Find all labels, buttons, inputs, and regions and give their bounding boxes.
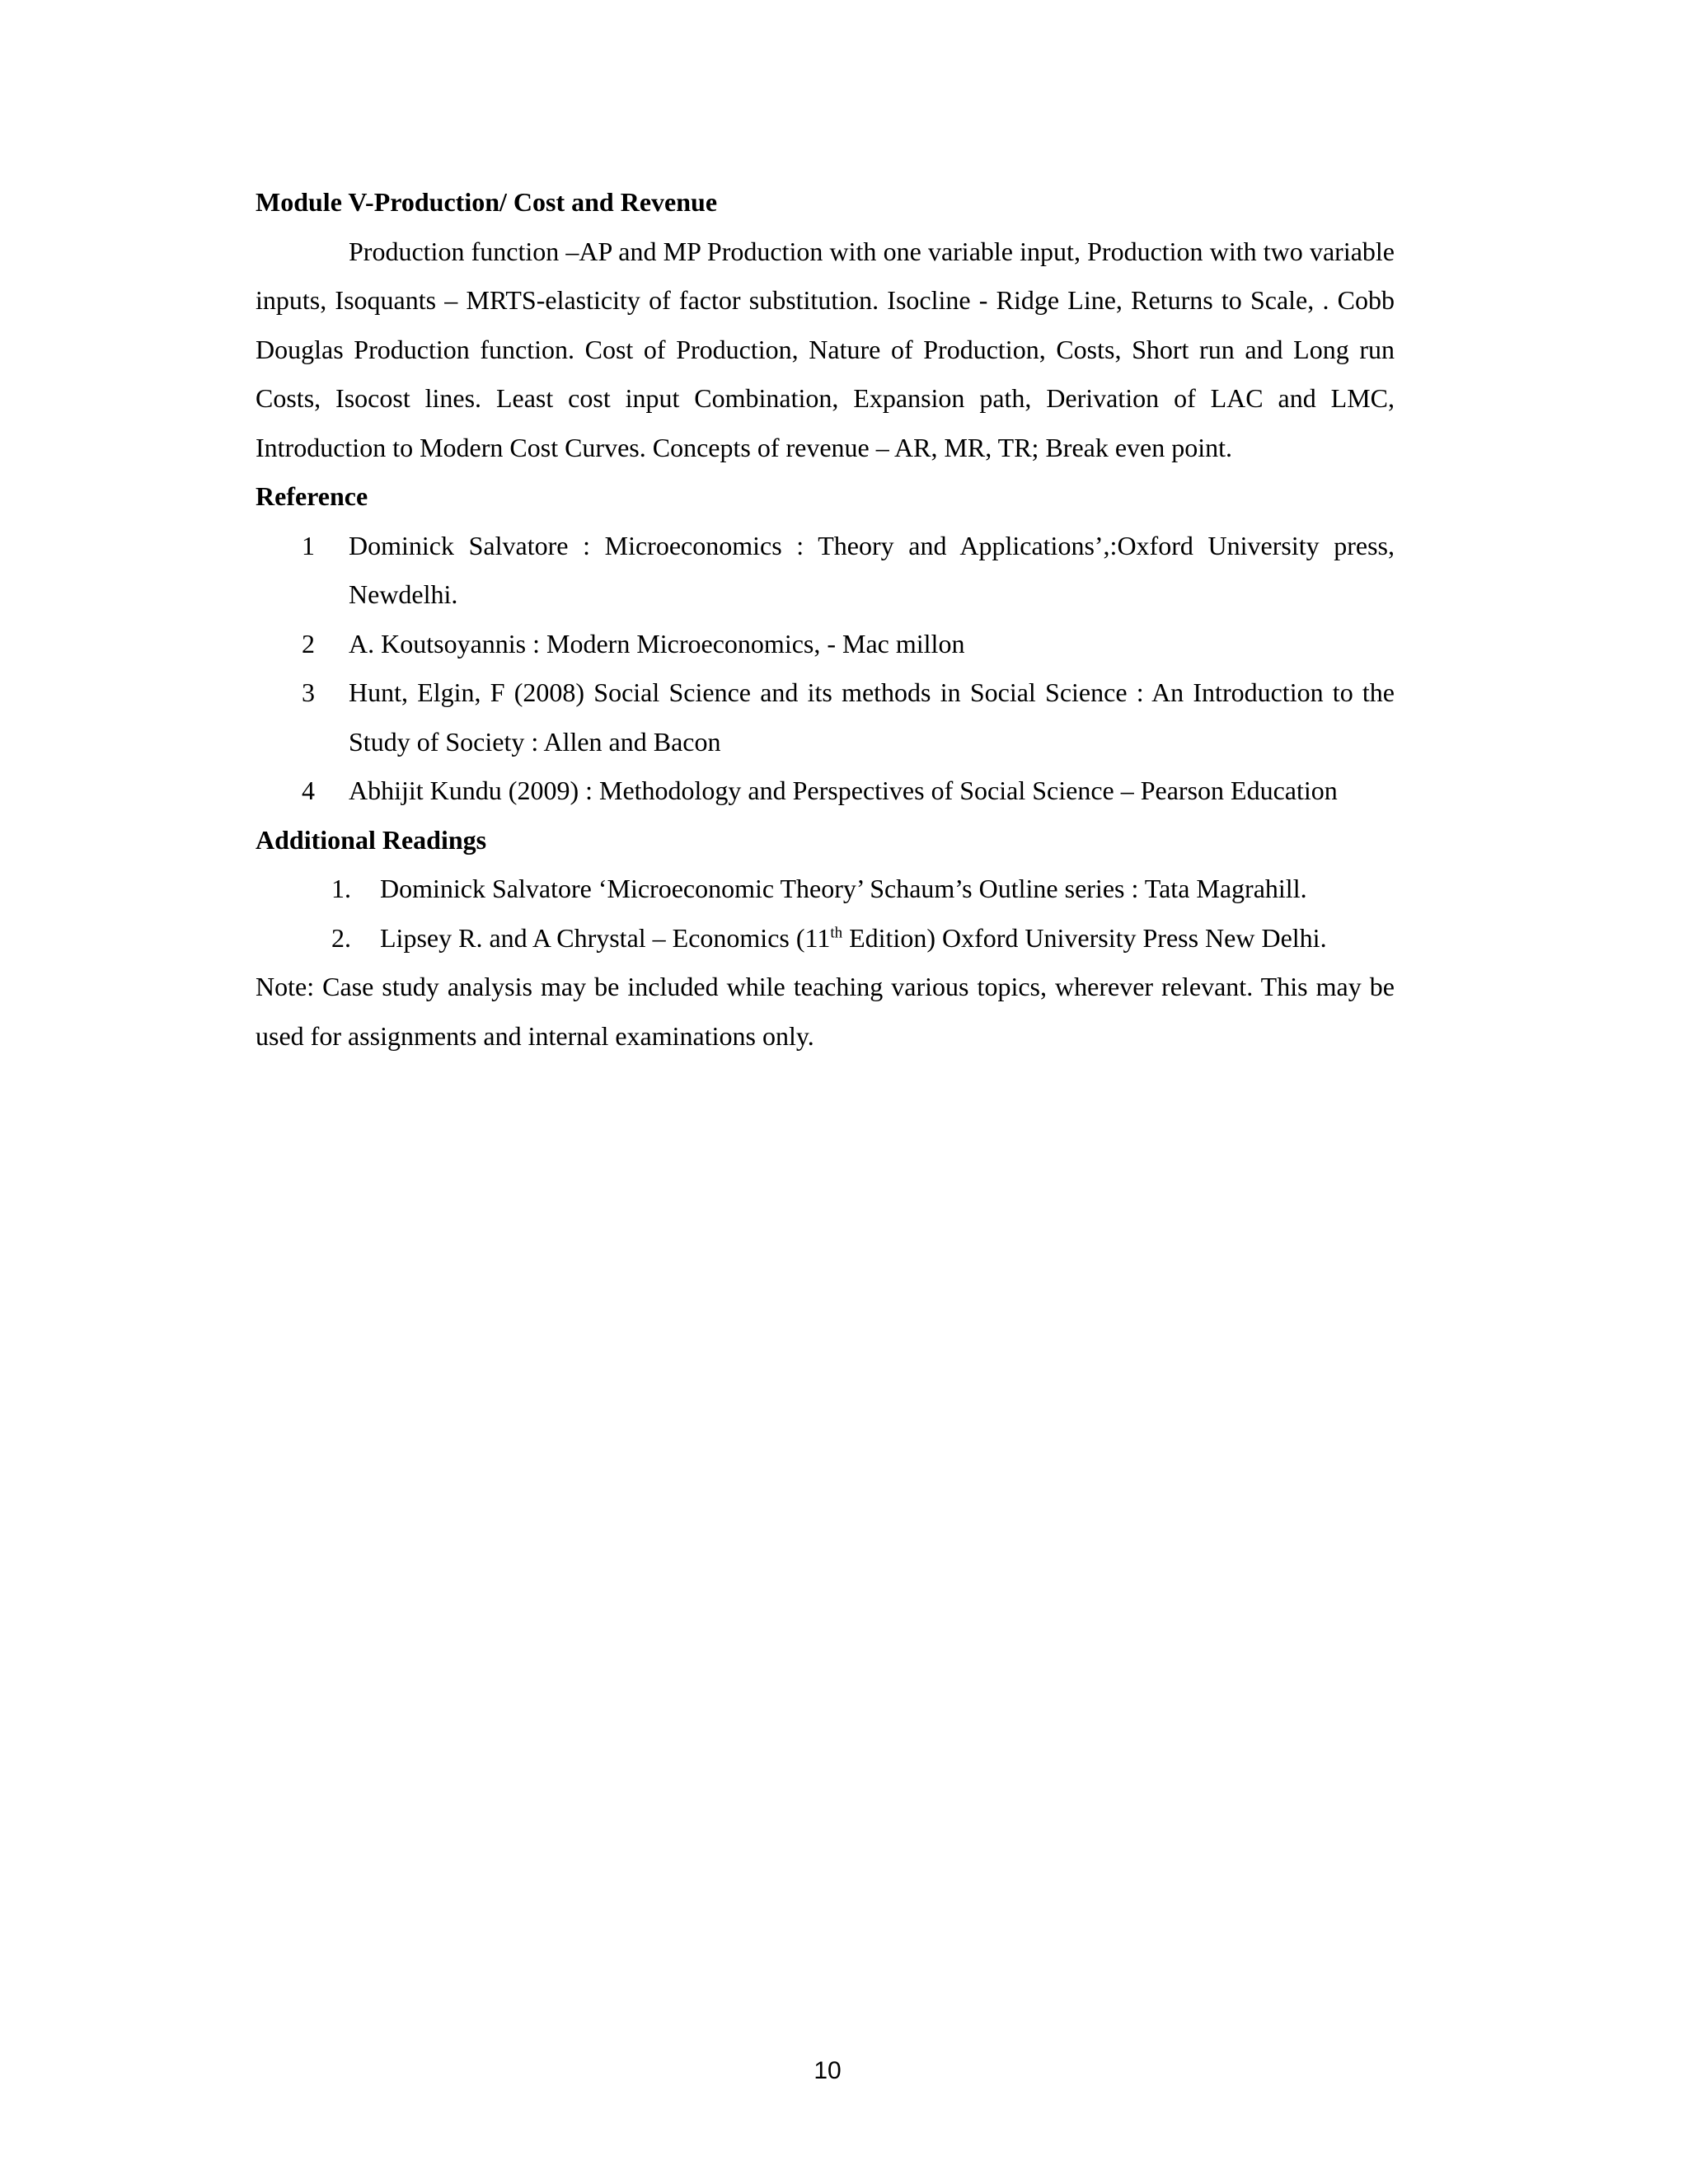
additional-reading-text-start: Lipsey R. and A Chrystal – Economics (11 (380, 922, 831, 953)
reference-item (256, 522, 1395, 620)
module-description: Production function –AP and MP Production with one variable input, Production with two variable inputs, Isoquants – MRTS-elasticity of factor substitution. Isocline - Ridge Line, Returns to Scale, . Cobb Douglas Production function. Cost of Production, Nature of Production, Costs, Short run and Long run Costs, Isocost lines. Least cost input Combination, Expansion path, Derivation of LAC and LMC, Introduction to Modern Cost Curves. Concepts of revenue – AR, MR, TR; Break even point. (256, 236, 1395, 462)
reference-list (256, 522, 1395, 816)
reference-number: 3 (302, 677, 315, 707)
reference-number: 2 (302, 628, 315, 658)
edition-superscript: th (830, 923, 843, 941)
module-title: Module V-Production/ Cost and Revenue (256, 187, 718, 217)
additional-reading-item (256, 914, 1395, 963)
additional-readings-heading: Additional Readings (256, 824, 487, 855)
reference-item (256, 766, 1395, 816)
additional-reading-text-end: Edition) Oxford University Press New Delhi. (842, 922, 1327, 953)
reference-item (256, 620, 1395, 669)
reference-text: Abhijit Kundu (2009) : Methodology and Perspectives of Social Science – Pearson Education (349, 776, 1338, 805)
reference-item (256, 668, 1395, 766)
additional-readings-list (256, 865, 1395, 963)
note-paragraph: Note: Case study analysis may be included while teaching various topics, wherever relevant. This may be used for assignments and internal examinations only. (256, 972, 1395, 1051)
reference-text: Dominick Salvatore : Microeconomics : Theory and Applications’,:Oxford University press, Newdelhi. (349, 530, 1395, 609)
additional-reading-text: Dominick Salvatore ‘Microeconomic Theory’ Schaum’s Outline series : Tata Magrahill. (380, 874, 1307, 903)
reference-number: 4 (302, 776, 315, 805)
reference-text: A. Koutsoyannis : Modern Microeconomics, - Mac millon (349, 628, 965, 658)
page-number: 10 (814, 2057, 842, 2084)
reference-number: 1 (302, 530, 315, 560)
additional-reading-number: 1. (331, 874, 351, 903)
additional-reading-number: 2. (331, 922, 351, 953)
document-page (256, 178, 1395, 1061)
reference-text: Hunt, Elgin, F (2008) Social Science and its methods in Social Science : An Introduction to the Study of Society : Allen and Bacon (349, 677, 1395, 757)
additional-reading-item (256, 865, 1395, 914)
reference-heading: Reference (256, 481, 368, 511)
